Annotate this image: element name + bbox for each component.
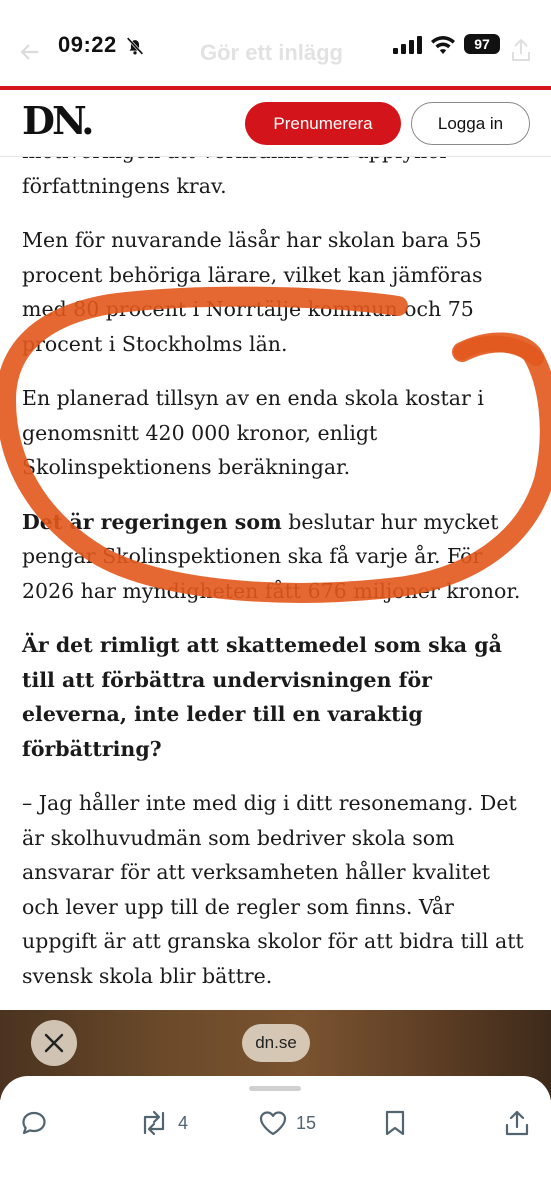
back-arrow-icon xyxy=(18,40,42,64)
reply-icon xyxy=(20,1109,48,1137)
article-bold-lead: Det är regeringen som xyxy=(22,509,282,534)
ghost-page-title: Gör ett inlägg xyxy=(200,40,343,65)
share-button[interactable] xyxy=(504,1108,530,1138)
dn-logo[interactable]: DN. xyxy=(22,98,92,143)
article-paragraph xyxy=(22,505,532,609)
interview-question: Är det rimligt att skattemedel som ska gå till att förbättra undervisningen för eleverna, inte leder till en varaktig förbättring? xyxy=(22,633,502,761)
close-icon xyxy=(43,1032,65,1054)
share-icon xyxy=(504,1109,530,1137)
retweet-button[interactable] xyxy=(138,1108,188,1138)
login-button[interactable]: Logga in xyxy=(411,102,530,145)
battery-indicator: 97 xyxy=(464,34,500,54)
article-paragraph-rest: beslutar hur mycket pengar Skolinspektionen ska få varje år. För 2026 har myndigheten fått 676 miljoner kronor. xyxy=(22,509,521,603)
sheet-grabber[interactable] xyxy=(249,1086,301,1091)
heart-icon xyxy=(258,1109,288,1137)
wifi-icon xyxy=(430,34,456,54)
article-paragraph: författningens krav. xyxy=(22,173,227,198)
status-bar xyxy=(0,0,551,88)
site-header xyxy=(0,90,551,157)
brand-red-rule xyxy=(0,86,551,90)
article-paragraph: En planerad tillsyn av en enda skola kostar i genomsnitt 420 000 kronor, enligt Skolinspektionens beräkningar. xyxy=(22,386,484,479)
bookmark-icon xyxy=(383,1109,407,1137)
retweet-icon xyxy=(138,1109,170,1137)
like-button[interactable] xyxy=(258,1108,316,1138)
status-time: 09:22 xyxy=(58,32,117,57)
domain-pill[interactable]: dn.se xyxy=(242,1024,310,1062)
ghost-share-icon xyxy=(510,38,532,62)
like-count: 15 xyxy=(296,1112,317,1133)
signal-icon xyxy=(393,36,423,54)
article-body xyxy=(22,134,532,1013)
reply-button[interactable] xyxy=(20,1108,48,1138)
article-paragraph: Men för nuvarande läsår har skolan bara 55 procent behöriga lärare, vilket kan jämföras med 80 procent i Norrtälje kommun och 75 procent i Stockholms län. xyxy=(22,228,483,356)
bookmark-button[interactable] xyxy=(383,1108,407,1138)
retweet-count: 4 xyxy=(178,1112,189,1133)
tweet-action-bar xyxy=(0,1076,551,1199)
bell-off-icon xyxy=(124,35,146,57)
subscribe-button[interactable]: Prenumerera xyxy=(245,102,401,145)
interview-answer: – Jag håller inte med dig i ditt resonemang. Det är skolhuvudmän som bedriver skola som ansvarar för att verksamheten håller kvalitet och lever upp till de regler som finns. Vår uppgift är att granska skolor för att bidra till att svensk skola blir bättre. xyxy=(22,791,524,988)
close-button[interactable] xyxy=(31,1020,77,1066)
